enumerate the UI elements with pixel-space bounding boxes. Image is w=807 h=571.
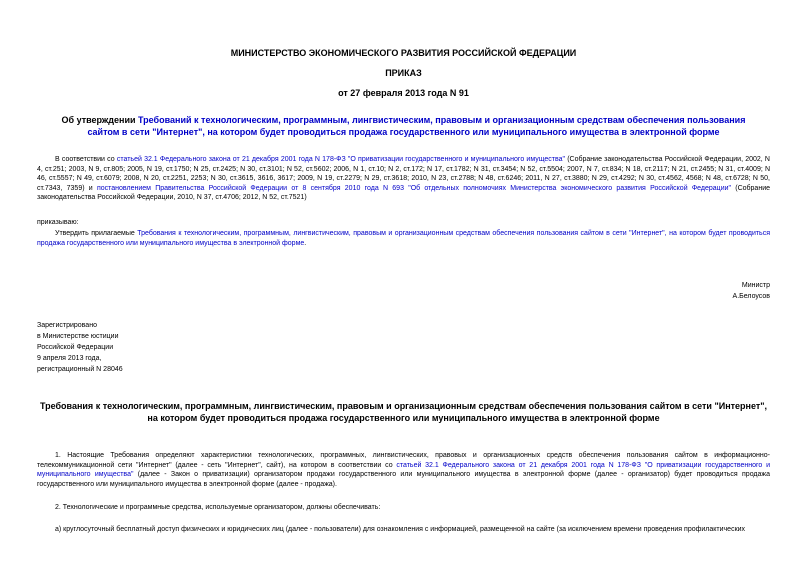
doc-type: ПРИКАЗ: [385, 68, 422, 78]
ministry-heading: МИНИСТЕРСТВО ЭКОНОМИЧЕСКОГО РАЗВИТИЯ РОССИЙСКОЙ ФЕДЕРАЦИИ: [230, 48, 577, 58]
preamble-text-3: (Собрание законодательства Российской Федерации, 2010, N 37, ст.4706; 2012, N 52, ст.7521): [37, 184, 770, 202]
order-title: [20, 114, 787, 138]
requirements-item-2: 2. Технологические и программные средства, используемые организатором, должны обеспечивать:: [55, 504, 381, 511]
signature-block: [733, 280, 770, 302]
signature-name: А.Белоусов: [732, 293, 770, 300]
registration-line: 9 апреля 2013 года,: [37, 355, 102, 362]
order-text-2: .: [304, 239, 307, 247]
preamble-law-link[interactable]: статьей 32.1 Федерального закона от 21 декабря 2001 года N 178-ФЗ "О приватизации государственного и муниципального имущества": [116, 156, 566, 163]
order-requirements-link[interactable]: Требования к технологическим, программным, лингвистическим, правовым и организационным средствам обеспечения пользования сайтом в сети "Интернет", на котором будет проводиться продажа государственного или муниципального имущества в электронной форме: [37, 230, 770, 247]
order-paragraph: [37, 229, 770, 248]
preamble-paragraph: [37, 155, 770, 203]
requirements-item-1: [37, 451, 770, 489]
order-text-1: Утвердить прилагаемые: [55, 230, 138, 237]
order-date-number: от 27 февраля 2013 года N 91: [338, 88, 469, 98]
registration-block: [37, 320, 123, 375]
item1-text-a: 1. Настоящие Требования определяют характеристики технологических, программных, лингвистических, правовых и организационных средств обеспечения пользования сайтом в информационно-телекоммуникационной сети "Интернет" (далее - сеть "Интернет", сайт), на котором в соответствии со: [37, 452, 770, 469]
requirements-item-2a: а) круглосуточный бесплатный доступ физических и юридических лиц (далее - пользователи) для ознакомления с информацией, размещенной на сайте (за исключением времени проведения профилактических: [55, 526, 746, 533]
item1-text-b: (далее - Закон о приватизации) организатором продажи государственного или муниципального имущества в электронной форме (далее - организатор) будет проводиться продажа государственного или муниципального имущества в электронной форме (далее - продажа).: [37, 471, 770, 488]
signature-position: Министр: [741, 282, 770, 289]
title-prefix: Об утверждении: [61, 115, 139, 125]
title-requirements-link[interactable]: Требований к технологическим, программным, лингвистическим, правовым и организационным средствам обеспечения пользования сайтом в сети "Интернет", на котором будет проводиться продажа государственного или муниципального имущества в электронной форме: [87, 115, 746, 137]
registration-line: регистрационный N 28046: [37, 366, 123, 373]
registration-line: Зарегистрировано: [37, 322, 97, 329]
registration-line: Российской Федерации: [37, 344, 114, 351]
registration-line: в Министерстве юстиции: [37, 333, 119, 340]
requirements-heading: Требования к технологическим, программным, лингвистическим, правовым и организационным средствам обеспечения пользования сайтом в сети "Интернет", на котором будет проводиться продажа государственного или муниципального имущества в электронной форме: [39, 401, 768, 423]
order-word: приказываю:: [37, 219, 79, 226]
preamble-text-1: В соответствии со: [55, 156, 117, 163]
preamble-resolution-link[interactable]: постановлением Правительства Российской Федерации от 8 сентября 2010 года N 693 "Об отдельных полномочиях Министерства экономического развития Российской Федерации": [96, 184, 731, 192]
preamble-text-2: (Собрание законодательства Российской Федерации, 2002, N 4, ст.251; 2003, N 9, ст.805; 2005, N 19, ст.1750; N 25, ст.2425; N 30, ст.3101; N 52, ст.5602; 2006, N 1, ст.10; N 2, ст.172; N 17, ст.1782; N 31, ст.3454; N 52, ст.5504; 2007, N 7, ст.834; N 18, ст.2117; N 21, ст.2455; N 31, ст.4009; N 46, ст.5557; N 49, ст.6079; 2008, N 20, ст.2251, 2253; N 30, ст.3615, 3616, 3617; 2009, N 19, ст.2279; N 29, ст.3618; 2010, N 23, ст.2788; N 48, ст.6246; 2011, N 27, ст.3880; N 29, ст.4292; N 30, ст.4562, 4568; N 48, ст.6728; N 50, ст.7343, 7359) и: [37, 156, 771, 192]
item1-law-link[interactable]: статьей 32.1 Федерального закона от 21 декабря 2001 года N 178-ФЗ "О приватизации государственного и муниципального имущества": [37, 461, 770, 479]
